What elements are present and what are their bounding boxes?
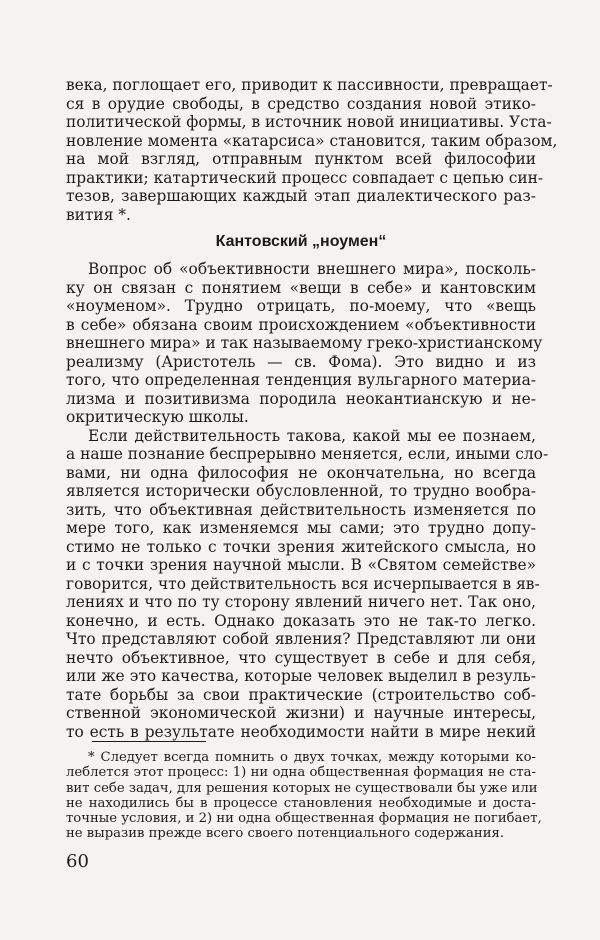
text-line: лизма и позитивизма породила неокантианскую и не- bbox=[66, 389, 536, 408]
text-line: и с точки зрения научной мысли. В «Святом семействе» bbox=[66, 556, 536, 574]
text-line: а наше познание беспрерывно меняется, если, иными сло- bbox=[66, 445, 549, 463]
text-line: вами, ни одна философия не окончательна, но всегда bbox=[66, 463, 536, 482]
text-line: Если действительность такова, какой мы ее познаем, bbox=[88, 426, 536, 445]
text-line: политической формы, в источник новой инициативы. Уста- bbox=[66, 113, 552, 131]
text-line: Вопрос об «объективности внешнего мира», посколь- bbox=[88, 260, 536, 278]
text-line: мере того, как изменяемся мы сами; это трудно допу- bbox=[66, 519, 536, 537]
text-line: века, поглощает его, приводит к пассивности, превращает- bbox=[66, 76, 553, 94]
footnote-line: леблется этот процесс: 1) ни одна общественная формация не ста- bbox=[66, 765, 536, 781]
text-line: «ноуменом». Трудно отрицать, по-моему, что «вещь bbox=[66, 297, 536, 315]
text-line: в себе» обязана своим происхождением «объективности bbox=[66, 315, 536, 334]
text-line: тезов, завершающих каждый этап диалектического раз- bbox=[66, 187, 536, 205]
text-line: или же это качества, которые человек выделил в резуль- bbox=[66, 667, 536, 685]
footnote bbox=[66, 750, 542, 842]
text-line: внешнего мира» и так называемому греко-христианскому bbox=[66, 334, 543, 352]
footnote-line: не выразив прежде всего своего потенциального содержания. bbox=[66, 826, 504, 842]
text-line: ственной экономической жизни) и научные интересы, bbox=[66, 704, 536, 722]
text-line: тате борьбы за свои практические (строительство соб- bbox=[66, 685, 536, 704]
text-line: ся в орудие свободы, в средство создания новой этико- bbox=[66, 94, 536, 113]
section-body bbox=[66, 260, 549, 741]
text-line: новление момента «катарсиса» становится, таким образом, bbox=[66, 131, 558, 150]
footnote-line: не находились бы в процессе становления необходимые и доста- bbox=[66, 795, 536, 811]
text-line: на мой взгляд, отправным пунктом всей философии bbox=[66, 150, 536, 168]
text-line: зить, что объективная действительность изменяется по bbox=[66, 500, 536, 519]
text-line: конечно, и есть. Однако доказать это не так-то легко. bbox=[66, 611, 536, 630]
text-line: того, что определенная тенденция вульгарного материа- bbox=[66, 371, 536, 389]
text-line: окритическую школы. bbox=[66, 408, 249, 426]
footnote-line: точные условия, и 2) ни одна общественная формация не погибает, bbox=[66, 811, 542, 827]
text-line: практики; катартический процесс совпадает с цепью син- bbox=[66, 168, 544, 187]
text-line: является исторически обусловленной, то трудно вообра- bbox=[66, 482, 536, 500]
page-number: 60 bbox=[66, 851, 89, 872]
text-line: нечто объективное, что существует в себе и для себя, bbox=[66, 648, 536, 667]
text-line: Что представляют собой явления? Представляют ли они bbox=[66, 630, 536, 648]
section-heading: Кантовский „ноумен“ bbox=[215, 233, 387, 250]
text-line: вития *. bbox=[66, 205, 131, 224]
text-line: то есть в результате необходимости найти в мире некий bbox=[66, 722, 536, 741]
intro-paragraph bbox=[66, 76, 558, 224]
text-line: говорится, что действительность вся исчерпывается в яв- bbox=[66, 574, 540, 593]
text-line: ку он связан с понятием «вещи в себе» и кантовским bbox=[66, 278, 536, 297]
text-line: лениях и что по ту сторону явлений ничего нет. Так оно, bbox=[66, 593, 536, 611]
text-line: стимо не только с точки зрения житейского смысла, но bbox=[66, 537, 536, 556]
footnote-divider bbox=[92, 741, 206, 742]
footnote-line: вит себе задач, для решения которых не существовали бы уже или bbox=[66, 780, 538, 796]
footnote-line: * Следует всегда помнить о двух точках, между которыми ко- bbox=[88, 750, 536, 765]
text-line: реализму (Аристотель — св. Фома). Это видно и из bbox=[66, 352, 536, 371]
